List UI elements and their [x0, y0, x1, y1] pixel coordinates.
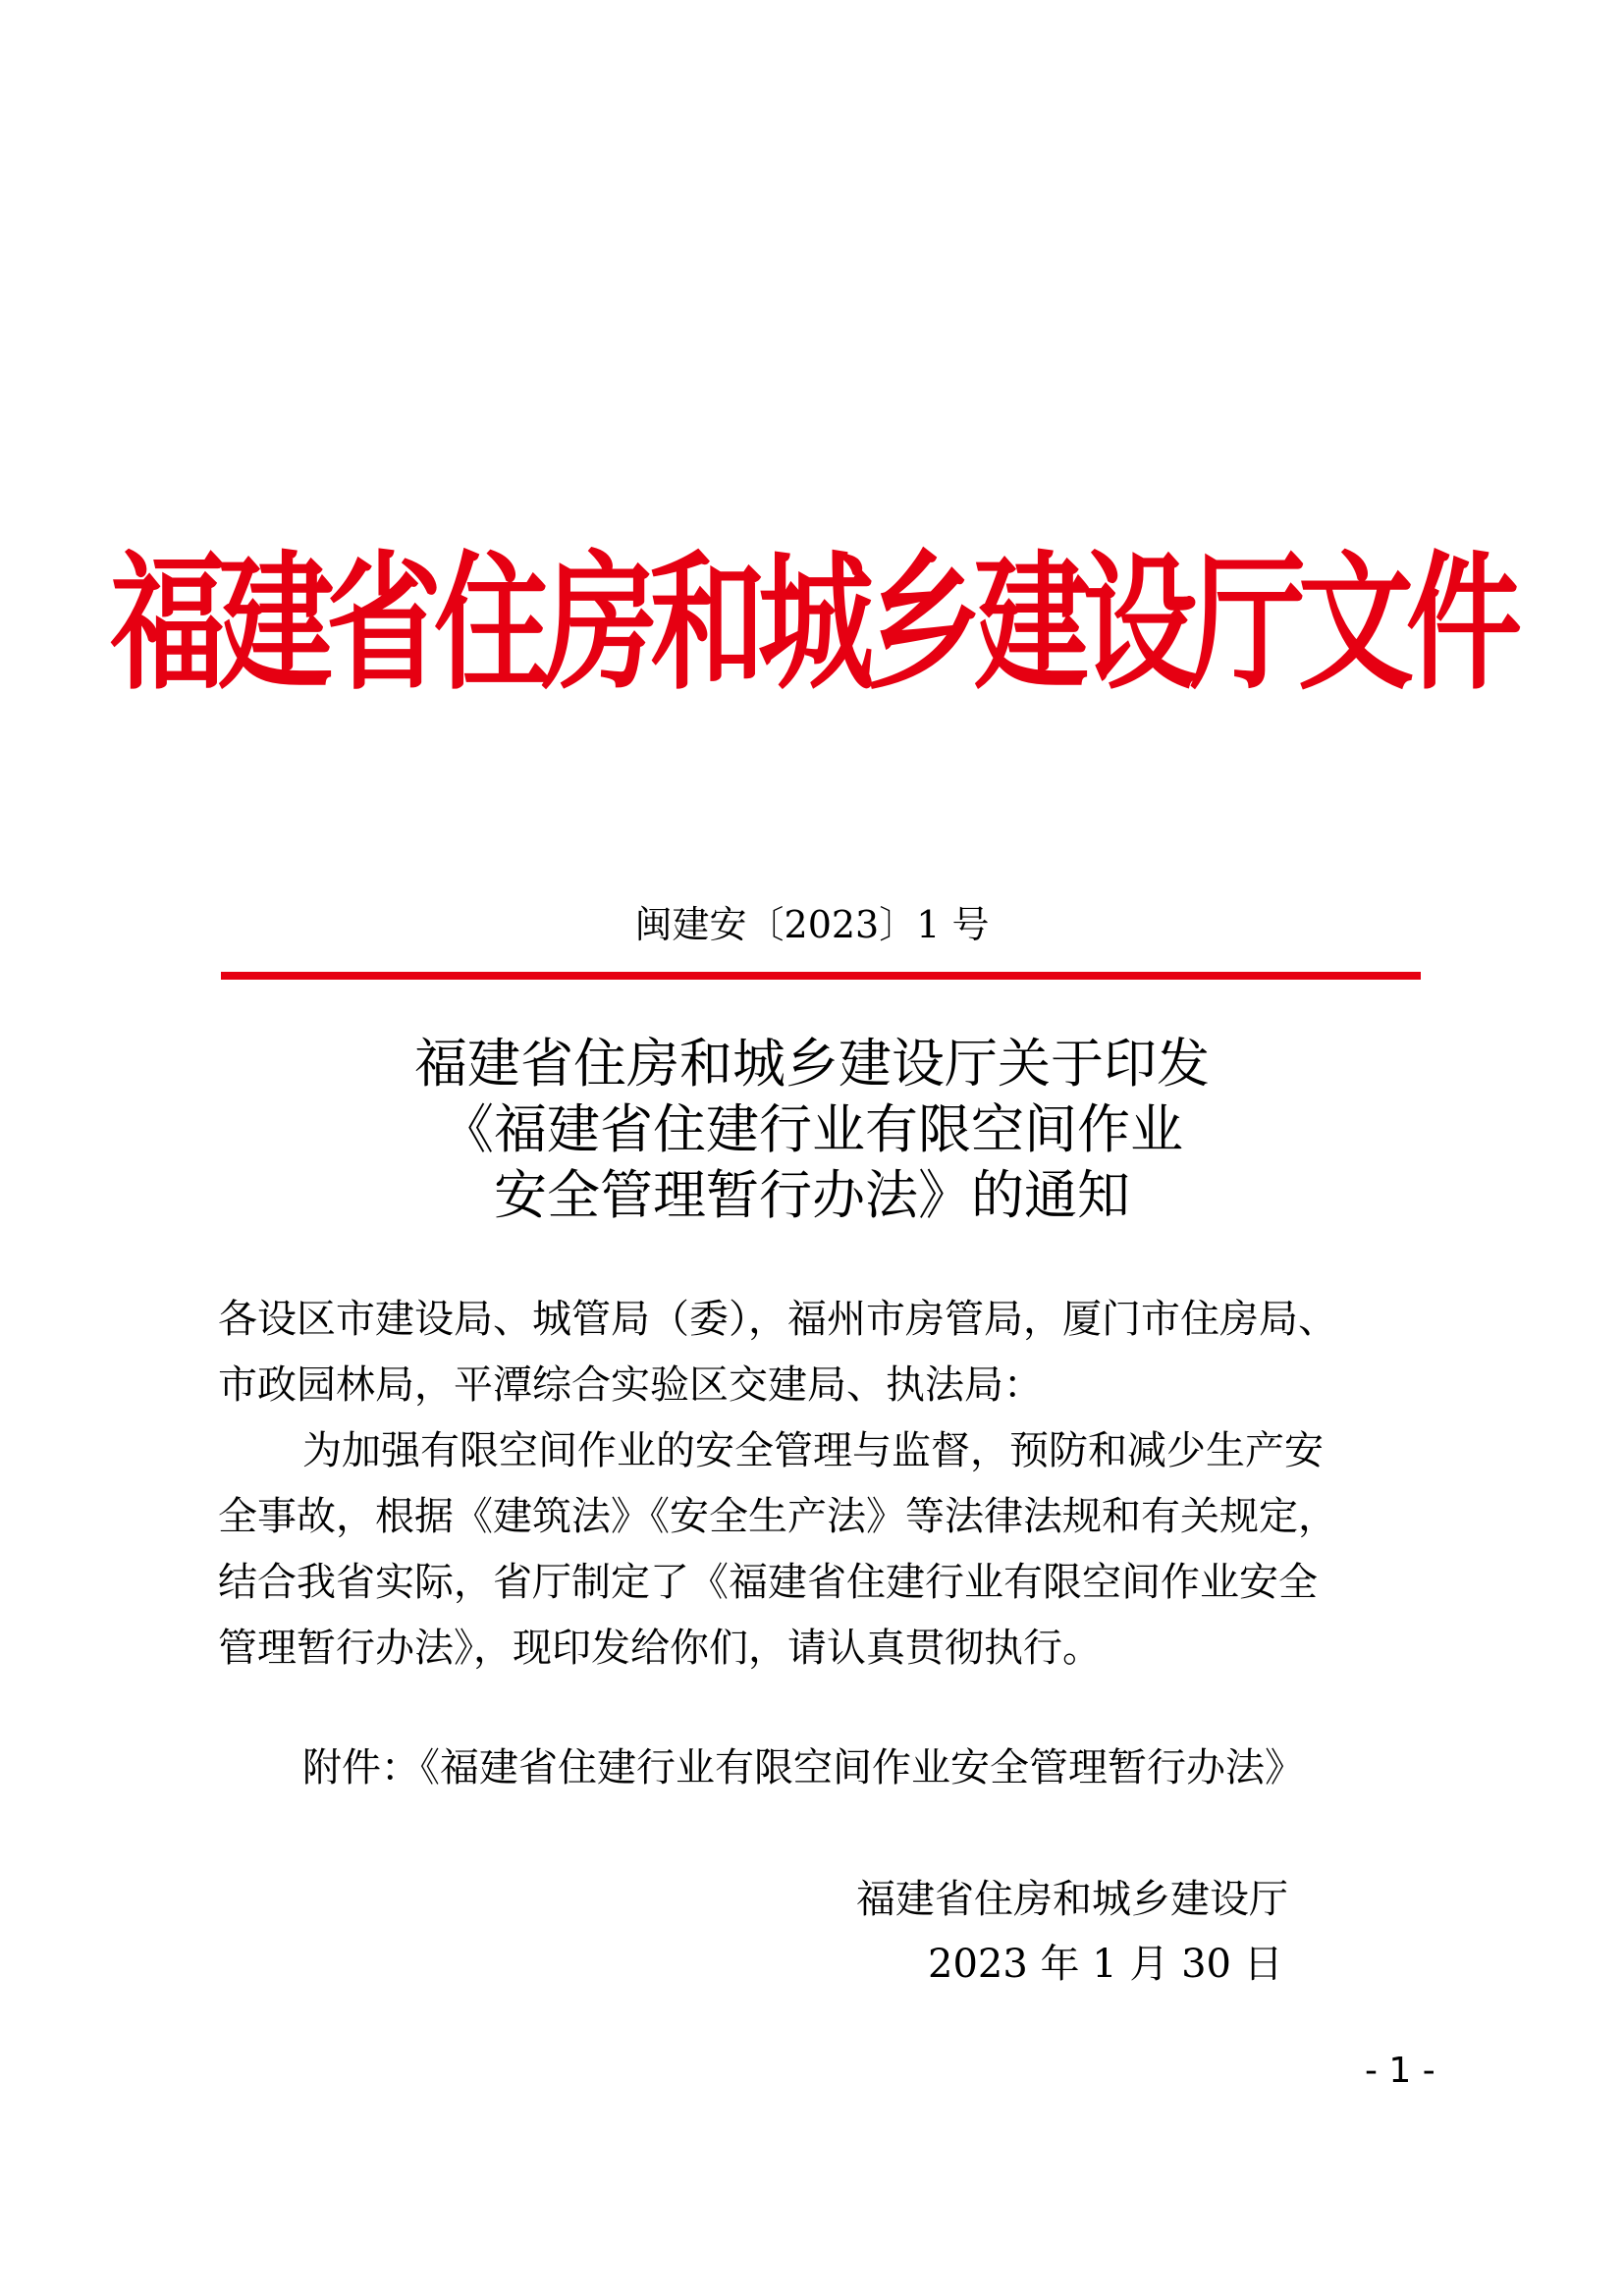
- body-line-1: 为加强有限空间作业的安全管理与监督，预防和减少生产安: [302, 1428, 1324, 1473]
- signature-date: 2023 年 1 月 30 日: [928, 1942, 1283, 1987]
- notice-title-line-1: 福建省住房和城乡建设厅关于印发: [414, 1033, 1210, 1095]
- recipients-block: [218, 1287, 1426, 1418]
- red-divider-line: [221, 972, 1421, 980]
- attachment-line: 附件：《福建省住建行业有限空间作业安全管理暂行办法》: [302, 1745, 1304, 1790]
- notice-title-line-2: 《福建省住建行业有限空间作业: [441, 1098, 1183, 1160]
- body-paragraph: [218, 1418, 1426, 1682]
- recipients-line-1: 各设区市建设局、城管局（委），福州市房管局，厦门市住房局、: [218, 1297, 1337, 1342]
- notice-title-line-3: 安全管理暂行办法》的通知: [494, 1164, 1130, 1226]
- page-number: - 1 -: [1365, 2051, 1435, 2091]
- recipients-line-2: 市政园林局，平潭综合实验区交建局、执法局：: [218, 1362, 1043, 1408]
- document-number: 闽建安〔2023〕1 号: [634, 903, 990, 946]
- body-line-3: 结合我省实际，省厅制定了《福建省住建行业有限空间作业安全: [218, 1560, 1318, 1605]
- body-line-2: 全事故，根据《建筑法》《安全生产法》等法律法规和有关规定，: [218, 1494, 1337, 1539]
- red-header-title: 福建省住房和城乡建设厅文件: [109, 536, 1514, 711]
- body-line-4: 管理暂行办法》，现印发给你们，请认真贯彻执行。: [218, 1626, 1102, 1671]
- signature-org: 福建省住房和城乡建设厅: [856, 1877, 1288, 1922]
- notice-title: [0, 1031, 1624, 1228]
